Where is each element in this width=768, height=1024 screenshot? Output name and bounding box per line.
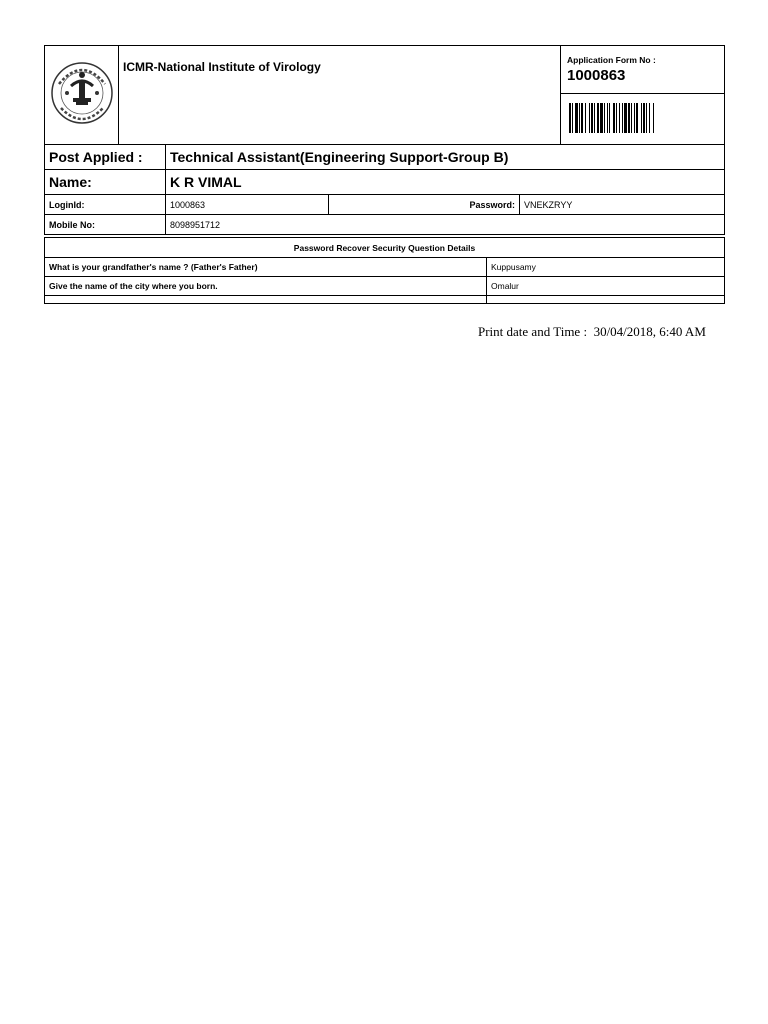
mobile-label: Mobile No: [45, 215, 166, 235]
password-value: VNEKZRYY [520, 195, 725, 215]
security-table [44, 237, 725, 304]
barcode-bar [591, 103, 593, 133]
security-question: What is your grandfather's name ? (Father's Father) [45, 258, 487, 277]
security-section-title: Password Recover Security Question Details [45, 238, 725, 258]
security-question: Give the name of the city where you born. [45, 277, 487, 296]
barcode-bar [622, 103, 623, 133]
barcode-bar [628, 103, 630, 133]
logo-cell [45, 46, 119, 145]
empty-row [45, 296, 725, 304]
print-date-time [478, 324, 706, 340]
mobile-row [45, 215, 725, 235]
barcode-bar [569, 103, 571, 133]
login-id-label: LoginId: [45, 195, 166, 215]
application-form-label: Application Form No : [567, 54, 656, 65]
barcode-bar [597, 103, 599, 133]
print-date-label: Print date and Time : [478, 324, 588, 339]
barcode-bar [646, 103, 647, 133]
barcode-bar [634, 103, 635, 133]
application-sheet [44, 45, 725, 304]
barcode-bar [624, 103, 627, 133]
login-row [45, 195, 725, 215]
barcode-bar [579, 103, 580, 133]
barcode-bar [607, 103, 608, 133]
header-table [44, 45, 725, 145]
security-question-row [45, 277, 725, 296]
barcode-bar [643, 103, 645, 133]
barcode-bar [600, 103, 603, 133]
post-value: Technical Assistant(Engineering Support-Group B) [166, 145, 725, 170]
security-question-row [45, 258, 725, 277]
barcode-bar [581, 103, 583, 133]
barcode-bar [604, 103, 605, 133]
barcode-bar [631, 103, 632, 133]
application-form-number: 1000863 [567, 66, 626, 84]
security-answer: Kuppusamy [487, 258, 725, 277]
print-date-value: 30/04/2018, 6:40 AM [593, 324, 706, 339]
organization-name: ICMR-National Institute of Virology [119, 46, 561, 145]
name-label: Name: [45, 170, 166, 195]
barcode-bar [641, 103, 642, 133]
mobile-value: 8098951712 [166, 215, 725, 235]
post-row [45, 145, 725, 170]
barcode-bar [594, 103, 595, 133]
barcode-bar [653, 103, 654, 133]
barcode-bar [589, 103, 590, 133]
barcode-bar [619, 103, 620, 133]
barcode-bar [636, 103, 638, 133]
barcode-bar [575, 103, 578, 133]
login-id-value: 1000863 [166, 195, 329, 215]
barcode-bar [572, 103, 573, 133]
icmr-emblem-logo [49, 48, 115, 138]
barcode-bar [609, 103, 610, 133]
application-number-cell [561, 46, 725, 145]
details-table [44, 144, 725, 235]
name-value: K R VIMAL [166, 170, 725, 195]
post-label: Post Applied : [45, 145, 166, 170]
name-row [45, 170, 725, 195]
barcode-bar [649, 103, 650, 133]
password-label: Password: [329, 195, 520, 215]
barcode-bar [613, 103, 615, 133]
barcode-image [569, 103, 709, 133]
security-answer: Omalur [487, 277, 725, 296]
barcode-bar [616, 103, 617, 133]
barcode-bar [585, 103, 586, 133]
